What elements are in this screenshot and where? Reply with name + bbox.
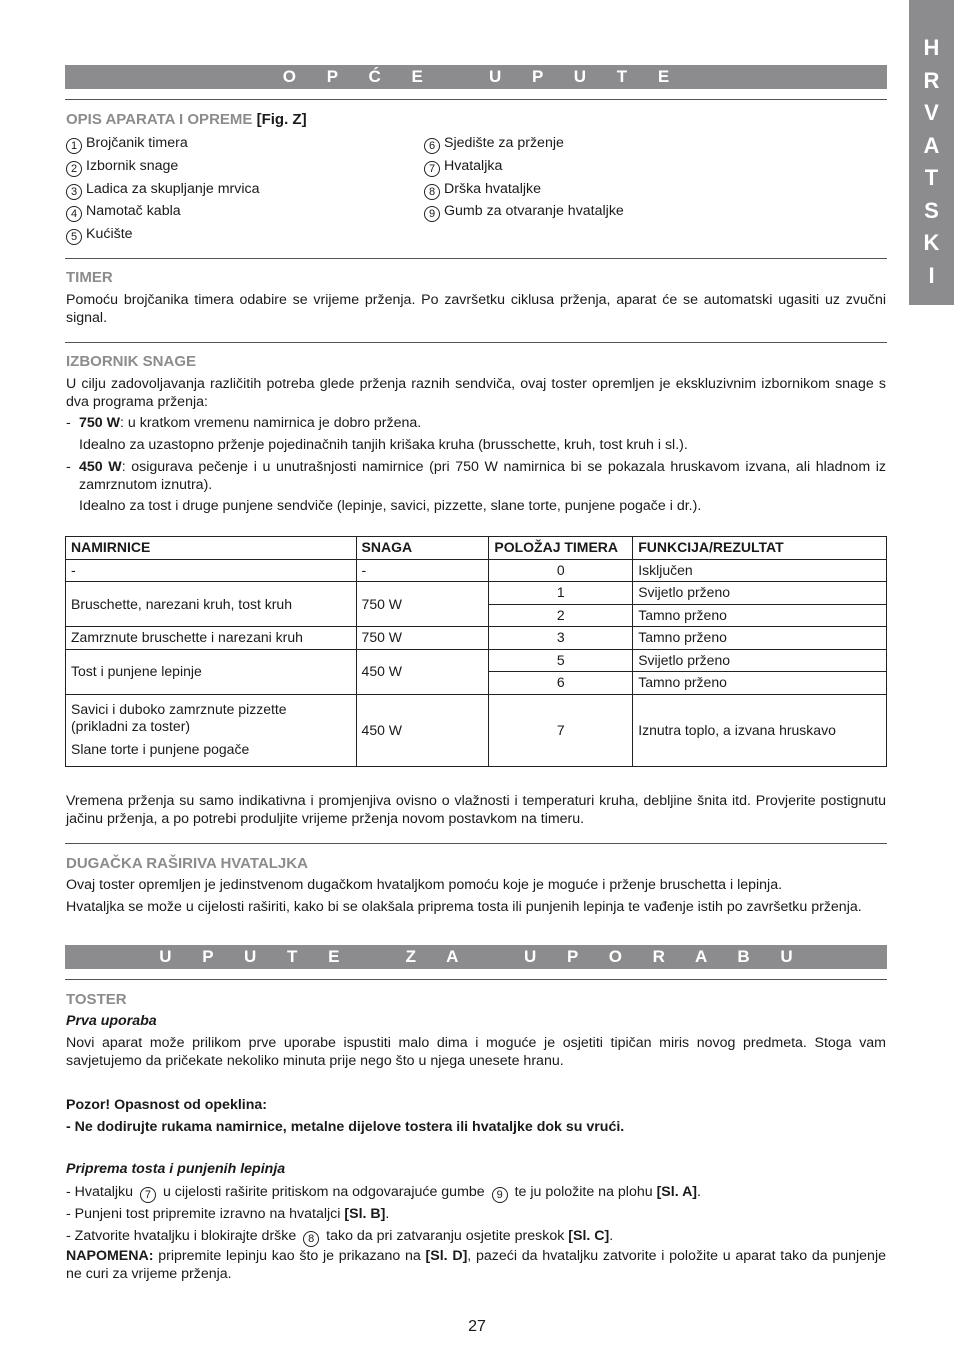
table-cell: 6 xyxy=(489,672,633,695)
table-cell: Zamrznute bruschette i narezani kruh xyxy=(66,627,357,650)
settings-table xyxy=(65,536,887,767)
table-row xyxy=(66,627,887,650)
warning-item: - Ne dodirujte rukama namirnice, metalne dijelove tostera ili hvataljke dok su vrući. xyxy=(66,1119,625,1135)
power-value: 750 W xyxy=(79,415,121,431)
table-cell-line: Slane torte i punjene pogače xyxy=(71,741,250,757)
power-ideal: Idealno za tost i druge punjene sendviče (lepinje, savici, pizzette, slane torte, punjene pogače i dr.). xyxy=(79,498,702,514)
table-row xyxy=(66,559,887,582)
table-cell: Svijetlo prženo xyxy=(633,649,887,672)
table-cell: 3 xyxy=(489,627,633,650)
list-item-label: Gumb za otvaranje hvataljke xyxy=(444,203,624,219)
number-badge: 9 xyxy=(492,1187,508,1203)
table-cell: Tost i punjene lepinje xyxy=(66,649,357,694)
side-tab-letter: I xyxy=(928,262,935,288)
tong-text-1: Ovaj toster opremljen je jedinstvenom dugačkom hvataljkom pomoću koje je moguće i prženje bruschetta i lepinja. xyxy=(66,877,783,893)
tong-heading: DUGAČKA RAŠIRIVA HVATALJKA xyxy=(66,855,308,872)
opis-heading-row xyxy=(66,111,307,128)
list-item-label: Namotač kabla xyxy=(86,203,181,219)
table-cell: 2 xyxy=(489,604,633,627)
step-item: - Hvataljku 7 u cijelosti raširite pritiskom na odgovarajuće gumbe 9 te ju položite na plohu [Sl. A]. xyxy=(66,1184,701,1201)
table-cell: Svijetlo prženo xyxy=(633,582,887,605)
table-cell: 450 W xyxy=(356,694,489,766)
number-badge: 7 xyxy=(424,161,440,177)
list-item-label: Drška hvataljke xyxy=(444,181,541,197)
number-badge: 5 xyxy=(66,229,82,245)
side-tab-letter: T xyxy=(924,165,939,190)
power-option-750: - 750 W: u kratkom vremenu namirnica je dobro pržena. Idealno za uzastopno prženje pojedinačnih tanjih krišaka kruha (brusschette, kruh, tost kruh i sl.). xyxy=(66,415,886,454)
table-cell: - xyxy=(66,559,357,582)
step-item: - Punjeni tost pripremite izravno na hvataljci [Sl. B]. xyxy=(66,1206,390,1222)
number-badge: 8 xyxy=(303,1231,319,1247)
table-header-row xyxy=(66,537,887,560)
table-cell: Tamno prženo xyxy=(633,627,887,650)
timer-heading: TIMER xyxy=(66,269,113,286)
section-header-usage xyxy=(65,945,887,969)
table-cell-line: Savici i duboko zamrznute pizzette xyxy=(71,701,287,717)
first-use-paragraph: Novi aparat može prilikom prve uporabe ispustiti malo dima i moguće je osjetiti tipičan miris novog predmeta. Stoga vam savjetujemo da pričekate nekoliko minuta prije nego što u njega unesete hranu. xyxy=(66,1035,886,1069)
table-cell: Iznutra toplo, a izvana hruskavo xyxy=(633,694,887,766)
list-item xyxy=(424,157,502,177)
preparation-subheading: Priprema tosta i punjenih lepinja xyxy=(66,1161,286,1177)
divider xyxy=(65,979,887,980)
power-selector-intro: U cilju zadovoljavanja različitih potreba glede prženja raznih sendviča, ovaj toster opremljen je ekskluzivnim izbornikom snage s dva programa prženja: xyxy=(66,376,886,410)
list-item-label: Izbornik snage xyxy=(86,158,179,174)
side-tab-letter: S xyxy=(924,197,939,223)
step-text: te ju položite na plohu xyxy=(514,1184,653,1200)
warning-title: Pozor! Opasnost od opeklina: xyxy=(66,1097,268,1113)
number-badge: 3 xyxy=(66,184,82,200)
table-cell: 750 W xyxy=(356,582,489,627)
list-item xyxy=(424,134,564,154)
number-badge: 7 xyxy=(140,1187,156,1203)
list-item-label: Hvataljka xyxy=(444,158,503,174)
list-item xyxy=(66,157,178,177)
power-option-450: - 450 W: osigurava pečenje i u unutrašnjosti namirnice (pri 750 W namirnica bi se pokazala hruskavom izvana, ali hladnom iz zamrznutom iznutra). Idealno za tost i druge punjene sendviče (lepinje, savici, pizzette, slane torte, punjene pogače i dr.). xyxy=(66,459,886,514)
number-badge: 9 xyxy=(424,206,440,222)
step-item: - Zatvorite hvataljku i blokirajte drške 8 tako da pri zatvaranju osjetite preskok [Sl. C]. xyxy=(66,1228,614,1245)
fig-reference: [Fig. Z] xyxy=(256,111,307,128)
section-header-general xyxy=(65,65,887,89)
opis-heading: OPIS APARATA I OPREME xyxy=(66,111,253,128)
section-title: U P U T E Z A U P O R A B U xyxy=(159,947,806,966)
table-cell: 450 W xyxy=(356,649,489,694)
tong-text-2: Hvataljka se može u cijelosti raširiti, kako bi se olakšala priprema tosta ili punjenih lepinja te vađenje istih po završetku prženja. xyxy=(66,899,862,915)
list-item-label: Ladica za skupljanje mrvica xyxy=(86,181,260,197)
figure-reference: [Sl. A] xyxy=(656,1184,698,1200)
list-item xyxy=(66,134,188,154)
column-header: POLOŽAJ TIMERA xyxy=(489,537,633,560)
side-tab-letter: R xyxy=(923,67,940,93)
list-item-label: Kućište xyxy=(86,226,133,242)
list-item xyxy=(66,225,133,245)
power-value: 450 W xyxy=(79,459,122,475)
table-cell: Bruschette, narezani kruh, tost kruh xyxy=(66,582,357,627)
list-item-label: Sjedište za prženje xyxy=(444,135,564,151)
number-badge: 1 xyxy=(66,138,82,154)
step-text: u cijelosti raširite pritiskom na odgovarajuće gumbe xyxy=(162,1184,485,1200)
power-ideal: Idealno za uzastopno prženje pojedinačnih tanjih krišaka kruha (brusschette, kruh, tost kruh i sl.). xyxy=(79,436,688,453)
figure-reference: [Sl. B] xyxy=(344,1206,386,1222)
figure-reference: [Sl. D] xyxy=(425,1248,468,1264)
list-item xyxy=(424,180,541,200)
column-header: NAMIRNICE xyxy=(66,537,357,560)
table-cell: 750 W xyxy=(356,627,489,650)
table-cell: 7 xyxy=(489,694,633,766)
note-paragraph xyxy=(66,1248,886,1283)
table-cell: Isključen xyxy=(633,559,887,582)
table-cell: 5 xyxy=(489,649,633,672)
power-selector-heading: IZBORNIK SNAGE xyxy=(66,353,197,370)
table-cell-line: (prikladni za toster) xyxy=(71,718,191,734)
step-text: - Zatvorite hvataljku i blokirajte drške xyxy=(66,1228,297,1244)
divider xyxy=(65,342,887,343)
section-title: O P Ć E U P U T E xyxy=(282,67,683,86)
table-row xyxy=(66,694,887,766)
number-badge: 6 xyxy=(424,138,440,154)
timing-note: Vremena prženja su samo indikativna i promjenjiva ovisno o vlažnosti i temperaturi kruha, debljine šnita itd. Provjerite postignutu jačinu prženja, a po potrebi produljite vrijeme prženja novom postavkom na timeru. xyxy=(66,793,886,827)
table-row xyxy=(66,649,887,672)
table-cell: 1 xyxy=(489,582,633,605)
first-use-subheading: Prva uporaba xyxy=(66,1013,157,1029)
table-cell xyxy=(66,694,357,766)
timer-paragraph: Pomoću brojčanika timera odabire se vrijeme prženja. Po završetku ciklusa prženja, aparat će se automatski ugasiti uz zvučni signal. xyxy=(66,292,886,326)
note-text: , pazeći da hvataljku zatvorite i položite u aparat tako da punjenje ne curi za vrijeme prženja. xyxy=(66,1248,886,1282)
table-cell: Tamno prženo xyxy=(633,672,887,695)
power-desc: : osigurava pečenje i u unutrašnjosti namirnice (pri 750 W namirnica bi se pokazala hruskavom izvana, ali hladnom iz zamrznutom iznutra). xyxy=(79,459,886,493)
divider xyxy=(65,258,887,259)
side-tab-letter: A xyxy=(923,132,940,158)
number-badge: 4 xyxy=(66,206,82,222)
power-desc: : u kratkom vremenu namirnica je dobro pržena. xyxy=(120,415,422,431)
divider xyxy=(65,99,887,100)
list-item xyxy=(66,202,181,222)
list-item xyxy=(424,202,624,222)
divider xyxy=(65,843,887,844)
number-badge: 8 xyxy=(424,184,440,200)
toaster-heading: TOSTER xyxy=(66,991,127,1008)
side-tab-letter: V xyxy=(924,100,939,125)
figure-reference: [Sl. C] xyxy=(568,1228,610,1244)
language-side-tab xyxy=(909,0,954,305)
note-label: NAPOMENA: xyxy=(66,1248,154,1264)
table-row xyxy=(66,582,887,605)
side-tab-letter: H xyxy=(923,35,940,60)
step-text: tako da pri zatvaranju osjetite preskok xyxy=(326,1228,565,1244)
side-tab-letter: K xyxy=(923,230,940,255)
step-text: - Punjeni tost pripremite izravno na hvataljci xyxy=(66,1206,341,1222)
table-cell: Tamno prženo xyxy=(633,604,887,627)
page-number: 27 xyxy=(468,1318,486,1335)
note-text: pripremite lepinju kao što je prikazano na xyxy=(158,1248,421,1264)
column-header: FUNKCIJA/REZULTAT xyxy=(633,537,887,560)
column-header: SNAGA xyxy=(356,537,489,560)
list-item xyxy=(66,180,260,200)
table-cell: - xyxy=(356,559,489,582)
list-item-label: Brojčanik timera xyxy=(86,135,188,151)
number-badge: 2 xyxy=(66,161,82,177)
step-text: - Hvataljku xyxy=(66,1184,134,1200)
table-cell: 0 xyxy=(489,559,633,582)
